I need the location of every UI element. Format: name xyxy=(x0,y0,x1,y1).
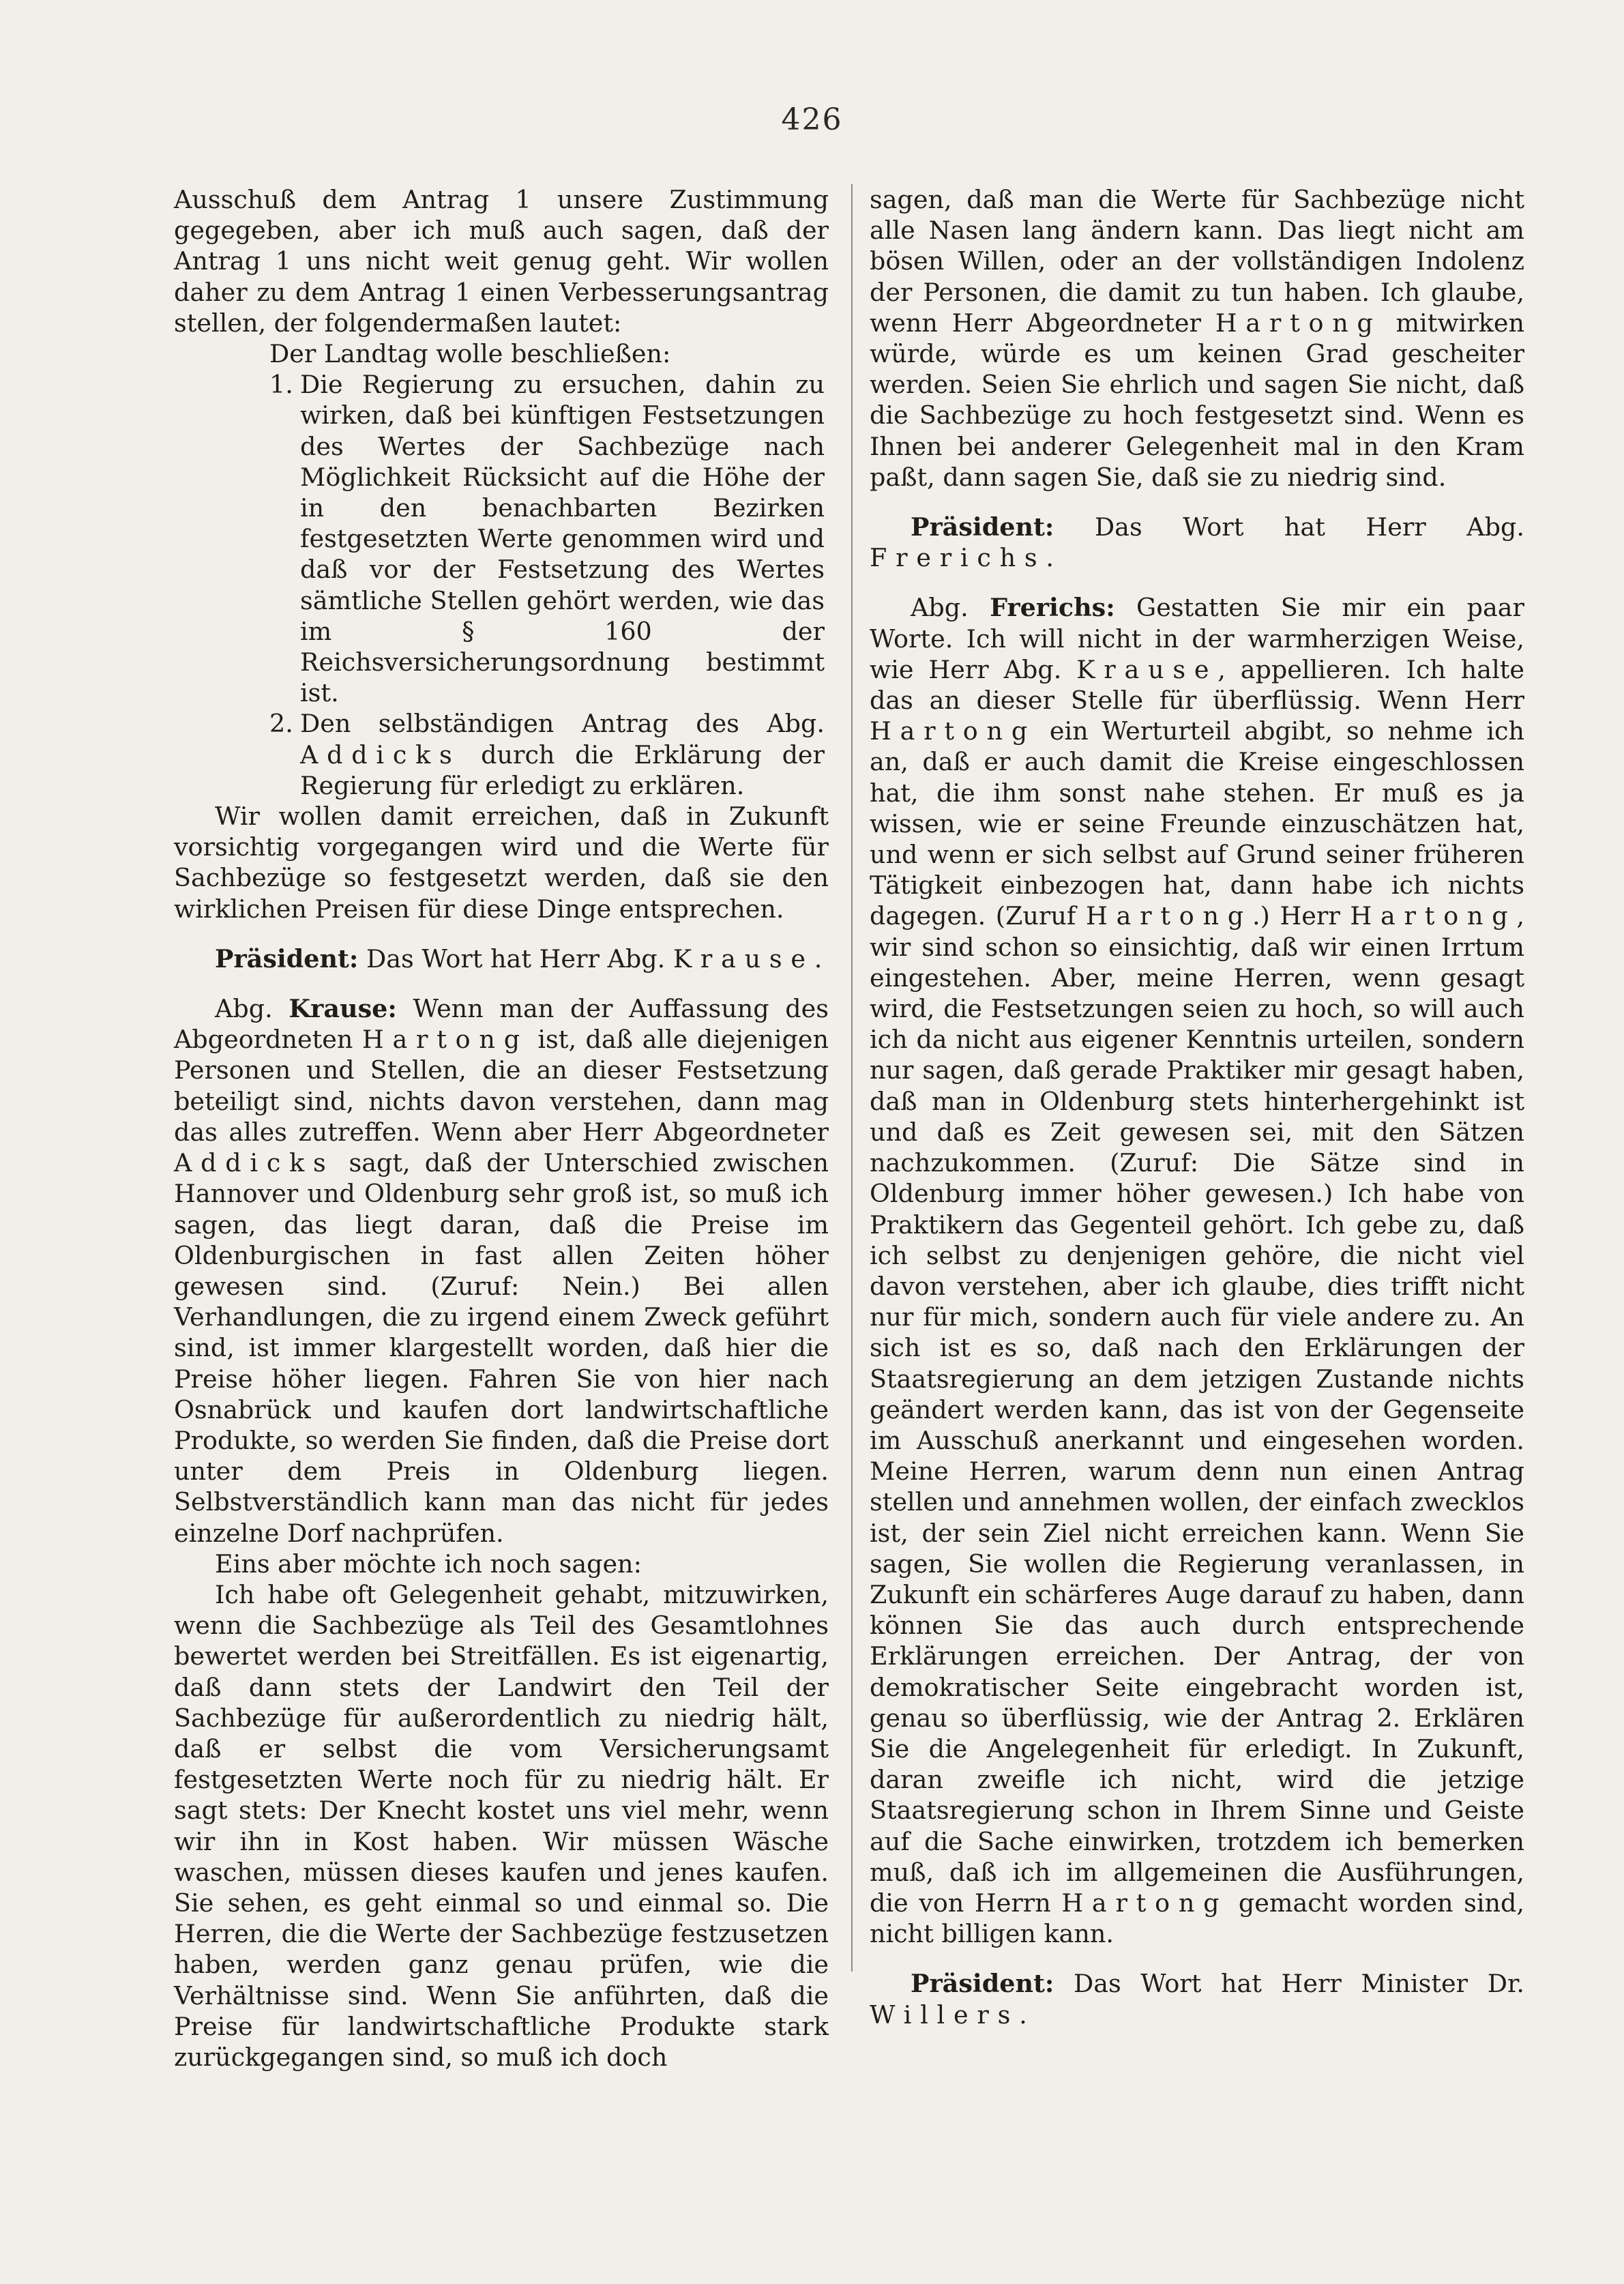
motion-item-text: Die Regierung zu ersuchen, dahin zu wirken, daß bei künftigen Festsetzungen des Wertes der Sachbezüge nach Möglichkeit Rücksicht auf die Höhe der in den benachbarten Bezirken festgesetzten Werte genommen wird und daß vor der Festsetzung des Wertes sämtliche Stellen gehört werden, wie das im § 160 der Reichsversicherungsordnung bestimmt ist. xyxy=(300,370,825,708)
after-motion-paragraph: Wir wollen damit erreichen, daß in Zukunft vorsichtig vorgegangen wird und die Werte für Sachbezüge so festgesetzt werden, daß sie den wirklichen Preisen für diese Dinge entsprechen. xyxy=(174,802,829,924)
remark-text: Das Wort hat Herr Minister Dr. xyxy=(1054,1969,1524,1999)
remark-text: . xyxy=(1046,543,1054,573)
motion-item-text: Den selbständigen Antrag des Abg. xyxy=(300,709,825,739)
speech-text: .) Herr xyxy=(1252,901,1350,931)
speaker-name: Hartong xyxy=(1086,901,1252,931)
speaker-name: Frerichs xyxy=(870,543,1046,573)
speaker-name: Willers xyxy=(870,2000,1020,2030)
speech-text: ein Werturteil abgibt, so nehme ich an, daß er auch damit die Kreise eingeschlossen hat, die ihm sonst nahe stehen. Er muß es ja wissen, wie er seine Freunde einzuschätzen hat, und wenn er sich selbst auf Grund seiner früheren Tätigkeit einbezogen hat, dann habe ich nichts dagegen. (Zuruf xyxy=(870,716,1524,931)
speaker-name: Krause xyxy=(1076,654,1218,684)
speech-text: sagen, daß man die Werte für Sachbezüge nicht alle Nasen lang ändern kann. Das liegt nicht am bösen Willen, oder an der vollständigen Indolenz der Personen, die damit zu tun haben. Ich glaube, wenn Herr Abgeordneter xyxy=(870,185,1524,338)
remark-text: Das Wort hat Herr Abg. xyxy=(358,943,673,973)
quoted-statement: Ich habe oft Gelegenheit gehabt, mitzuwirken, wenn die Sachbezüge als Teil des Gesamtlohnes bewertet werden bei Streitfällen. Es ist eigenartig, daß dann stets der Landwirt den Teil der Sachbezüge für außerordentlich zu niedrig hält, daß er selbst die vom Versicherungsamt festgesetzten Werte noch für zu niedrig hält. Er sagt stets: Der Knecht kostet uns viel mehr, wenn wir ihn in Kost haben. Wir müssen Wäsche waschen, müssen dieses kaufen und jenes kaufen. Sie sehen, es geht einmal so und einmal so. Die Herren, die die Werte der Sachbezüge festzusetzen haben, werden ganz genau prüfen, wie die Verhältnisse sind. Wenn Sie anführten, daß die Preise für landwirtschaftliche Produkte stark zurückgegangen sind, so muß ich doch xyxy=(174,1579,829,2072)
speaker-name: Hartong xyxy=(1061,1888,1228,1918)
motion-item-text: durch die Erklärung der Regierung für erledigt zu erklären. xyxy=(300,740,825,800)
speech-prefix: Abg. xyxy=(215,994,289,1024)
left-intro-paragraph: Ausschuß dem Antrag 1 unsere Zustimmung gegegeben, aber ich muß auch sagen, daß der Antrag 1 uns nicht weit genug geht. Wir wollen daher zu dem Antrag 1 einen Verbesserungsantrag stellen, der folgendermaßen lautet: xyxy=(174,185,829,338)
speaker-name: Hartong xyxy=(1215,308,1382,338)
speech-text: mitwirken würde, würde es um keinen Grad gescheiter werden. Seien Sie ehrlich und sagen Sie nicht, daß die Sachbezüge zu hoch festgesetzt sind. Wenn es Ihnen bei anderer Gelegenheit mal in den Kram paßt, dann sagen Sie, daß sie zu niedrig sind. xyxy=(870,308,1524,492)
president-remark-1 xyxy=(174,943,829,974)
speech-text: , appellieren. Ich halte das an dieser Stelle für überflüssig. Wenn Herr xyxy=(870,654,1525,716)
speaker-name: Addicks xyxy=(300,740,461,770)
right-column xyxy=(870,184,1524,2030)
motion-item-number: 2. xyxy=(269,709,293,739)
page-number: 426 xyxy=(781,102,843,137)
speech-text: Gestatten Sie mir ein paar Worte. Ich will nicht in der warmherzigen Weise, wie Herr Abg. xyxy=(870,593,1524,684)
speech-text: , wir sind schon so einsichtig, daß wir einen Irrtum eingestehen. Aber, meine Herren, wenn gesagt wird, die Festsetzungen seien zu hoch, so will auch ich da nicht aus eigener Kenntnis urteilen, sondern nur sagen, daß gerade Praktiker mir gesagt haben, daß man in Oldenburg stets hinterhergehinkt ist und daß es Zeit gewesen sei, mit den Sätzen nachzukommen. (Zuruf: Die Sätze sind in Oldenburg immer höher gewesen.) Ich habe von Praktikern das Gegenteil gehört. Ich gebe zu, daß ich selbst zu denjenigen gehöre, die nicht viel davon verstehen, aber ich glaube, dies trifft nicht nur für mich, sondern auch für viele andere zu. An sich ist es so, daß nach den Erklärungen der Staatsregierung an dem jetzigen Zustande nichts geändert werden kann, das ist von der Gegenseite im Ausschuß anerkannt und eingesehen worden. Meine Herren, warum denn nun einen Antrag stellen und annehmen wollen, der einfach zwecklos ist, der sein Ziel nicht erreichen kann. Wenn Sie sagen, Sie wollen die Regierung veranlassen, in Zukunft ein schärferes Auge darauf zu haben, dann können Sie das auch durch entsprechende Erklärungen erreichen. Der Antrag, der von demokratischer Seite eingebracht worden ist, genau so überflüssig, wie der Antrag 2. Erklären Sie die Angelegenheit für erledigt. In Zukunft, daran zweifle ich nicht, wird die jetzige Staatsregierung schon in Ihrem Sinne und Geiste auf die Sache einwirken, trotzdem ich bemerken muß, daß ich im allgemeinen die Ausführungen, die von Herrn xyxy=(870,901,1524,1918)
president-remark-3 xyxy=(870,1968,1524,2030)
continuation-paragraph xyxy=(870,184,1524,493)
motion-list xyxy=(174,369,829,801)
speaker-label: Krause: xyxy=(289,994,397,1024)
remark-text: . xyxy=(814,943,823,973)
frerichs-speech xyxy=(870,592,1524,1949)
president-remark-2 xyxy=(870,512,1524,573)
speaker-name: Addicks xyxy=(174,1148,335,1178)
speech-text: gemacht worden sind, nicht billigen kann. xyxy=(870,1888,1524,1949)
speech-text: sagt, daß der Unterschied zwischen Hannover und Oldenburg sehr groß ist, so muß ich sagen, das liegt daran, daß die Preise im Oldenburgischen in fast allen Zeiten höher gewesen sind. (Zuruf: Nein.) Bei allen Verhandlungen, die zu irgend einem Zweck geführt sind, ist immer klargestellt worden, daß hier die Preise höher liegen. Fahren Sie von hier nach Osnabrück und kaufen dort landwirtschaftliche Produkte, so werden Sie finden, daß die Preise dort unter dem Preis in Oldenburg liegen. Selbstverständlich kann man das nicht für jedes einzelne Dorf nachprüfen. xyxy=(174,1148,829,1548)
left-column xyxy=(174,184,829,2073)
krause-speech xyxy=(174,993,829,1549)
speech-text: Wenn man der Auffassung des Abgeordneten xyxy=(174,994,829,1055)
remark-text: . xyxy=(1019,2000,1027,2030)
motion-intro: Der Landtag wolle beschließen: xyxy=(269,339,671,369)
one-more-paragraph: Eins aber möchte ich noch sagen: xyxy=(215,1549,642,1579)
speaker-name: Hartong xyxy=(1350,901,1517,931)
motion-item-1 xyxy=(174,369,829,708)
motion-item-2 xyxy=(174,708,829,801)
speaker-name: Hartong xyxy=(361,1025,529,1055)
speaker-name: Hartong xyxy=(870,716,1036,746)
speaker-label: Präsident: xyxy=(911,1969,1054,1999)
column-divider xyxy=(851,184,853,1972)
speech-text: ist, daß alle diejenigen Personen und Stellen, die an dieser Festsetzung beteiligt sind, nichts davon verstehen, dann mag das alles zutreffen. Wenn aber Herr Abgeordneter xyxy=(174,1025,829,1147)
speech-prefix: Abg. xyxy=(911,593,990,623)
motion-item-number: 1. xyxy=(269,370,293,400)
remark-text: Das Wort hat Herr Abg. xyxy=(1054,512,1524,542)
speaker-label: Präsident: xyxy=(911,512,1054,542)
speaker-label: Präsident: xyxy=(215,943,359,973)
speaker-name: Krause xyxy=(673,943,814,973)
speaker-label: Frerichs: xyxy=(990,593,1115,623)
